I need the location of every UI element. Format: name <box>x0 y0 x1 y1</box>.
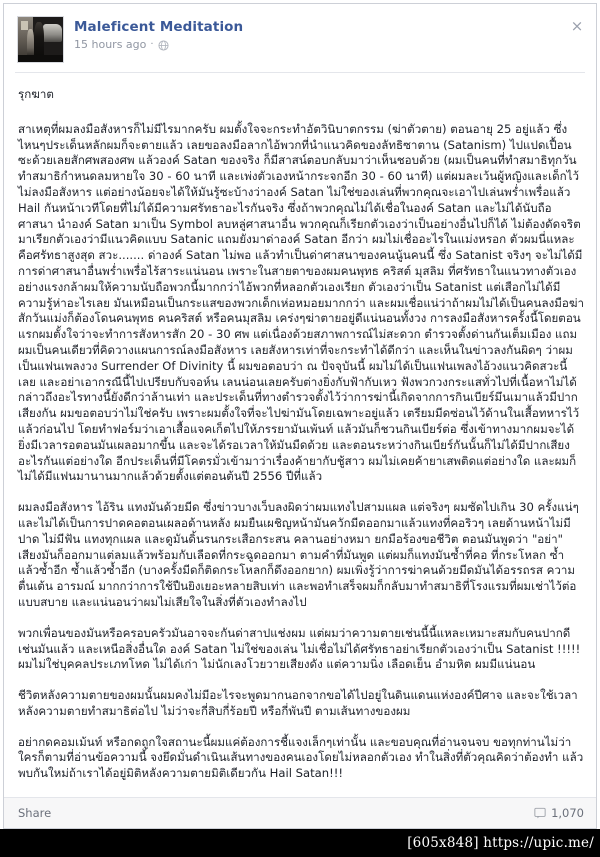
post-paragraph: พวกเพื่อนของมันหรือครอบครัวมันอาจจะกันด่าสาปแช่งผม แต่ผมว่าความตายเช่นนี้นี้แหละเหมาะสมกับคนปากดีเช่นมันแล้ว และเหนือสิ่งอื่นใด องค์ Satan ไม่ใช่ของเล่น ไม่เชื่อไม่ได้ศรัทธาอย่าเรียกตัวเองว่าเป็น Satanist !!!!! ผมไม่ใช่บุคคลประเภทโหด ไม่ได้เก่า ไม่นักเลงโวยวายเสียงดัง แต่ความนิ่ง เลือดเย็น อำมหิต ผมมีแน่นอน <box>18 625 581 672</box>
avatar-photo-door <box>21 21 29 30</box>
post-paragraph: ผมลงมือสังหาร ไอ้ริน แทงมันด้วยมีด ซึ่งข่าวบางเว็บลงผิดว่าผมแทงไปสามแผล แต่จริงๆ ผมซัดไปเกิน 30 ครั้งแน่ๆ และไม่ได้เป็นการปาดคอตอนเผลอด้านหลัง ผมยืนเผชิญหน้ามันควักมีดออกมาแล้วแทงที่คอริวๆ เลยด้านหน้าไม่มีปาด ไม่มีฟัน แทงทุกแผล และดูมันดิ้นรนกระเสือกระสน คลานอย่างหมา ยกมือร้องขอชีวิต ตอนมันพูดว่า "อย่า" เสียงมันก็ออกมาแต่ลมแล้วพร้อมกับเลือดที่กระฉูดออกมา ตามคำที่มันพูด แต่ผมก็แทงมันซ้ำที่คอ ที่กระโหลก ซ้ำแล้วซ้ำอีก ซ้ำแล้วซ้ำอีก (บางครั้งมีดก็ติดกระโหลกก็ดึงออกยาก) ผมเพิ่งรู้ว่าการฆ่าคนด้วยมีดมันได้อรรถรส ความตื่นเต้น อารมณ์ มากกว่าการใช้ปืนยิงเยอะหลายสิบเท่า และพอทำเสร็จผมก็กลับมาทำสมาธิที่โรงแรมที่ผมเช่าไว้ต่อแบบสบาย และแน่นอนว่าผมไม่เสียใจในสิ่งที่ตัวเองทำลงไป <box>18 500 579 609</box>
watermark-bar <box>0 829 600 857</box>
comment-count-value: 1,070 <box>551 806 584 820</box>
avatar-photo-car <box>43 24 62 42</box>
avatar-photo-figure <box>34 22 43 59</box>
share-button[interactable]: Share <box>18 806 52 820</box>
post-header-meta <box>74 16 243 52</box>
facebook-post-card <box>3 3 597 829</box>
post-paragraph: รุกฆาต <box>18 87 54 101</box>
page-name-link[interactable]: Maleficent Meditation <box>74 19 244 35</box>
avatar-photo-ground <box>18 55 63 62</box>
post-paragraph: ชีวิตหลังความตายของผมนั้นผมคงไม่มีอะไรจะพูดมากนอกจากขอได้ไปอยู่ในดินแดนแห่งองค์ปีศาจ และจะใช้เวลาหลังความตายทำสมาธิต่อไป ไม่ว่าจะกี่สิบกี่ร้อยปี หรือกี่พันปี ตามเส้นทางของผม <box>18 688 578 718</box>
close-icon[interactable]: × <box>570 17 584 35</box>
comment-icon <box>534 807 546 819</box>
globe-icon[interactable] <box>158 40 169 51</box>
comment-count[interactable] <box>534 806 584 820</box>
watermark-text: [605x848] https://upic.me/ <box>407 835 594 851</box>
post-paragraph: อย่ากดคอมเม้นท์ หรือกดถูกใจสถานะนี้ผมแค่ต้องการชี้แจงเล็กๆเท่านั้น และขอบคุณที่อ่านจนจบ ขอทุกท่านไม่ว่าใครก็ตามที่อ่านข้อความนี้ จงยึดมั่นดำเนินเส้นทางของคนเองโดยไม่หลอกตัวเอง ทำในสิ่งที่ตัวคุณคิดว่าต้องทำ แล้วพบกันใหม่ถ้าเราได้อยู่มิติหลังความตายมิติเดียวกัน Hail Satan!!! <box>18 734 584 781</box>
avatar-photo-figure-secondary <box>27 29 34 56</box>
avatar[interactable] <box>17 16 64 63</box>
post-footer <box>4 797 596 828</box>
meta-separator: · <box>150 39 154 50</box>
post-body <box>4 73 596 797</box>
post-meta-row <box>74 38 243 52</box>
post-paragraph: สาเหตุที่ผมลงมือสังหารก็ไม่มีไรมากครับ ผมตั้งใจจะกระทำอัตวินิบาตกรรม (ฆ่าตัวตาย) ตอนอายุ 25 อยู่แล้ว ซึ่งไหนๆประเด็นหลักผมก็จะตายแล้ว เลยขอลงมือลากไอ้พวกที่นำแนวคิดของลัทธิซาตาน (Satanism) ไปแปดเปื้อนซะด้วยเลยสักศพสองศพ แล้วองค์ Satan ของจริง ก็มีสาสน์ตอบกลับมาว่าเห็นชอบด้วย (ผมเป็นคนที่ทำสมาธิทุกวัน ทำสมาธิกำหนดลมหายใจ 30 - 60 นาที และเพ่งตัวเองหน้ากระจกอีก 30 - 60 นาที) แต่ผมละเว้นผู้หญิงและเด็กไว้ไม่ลงมือสังหาร แต่อย่างน้อยจะได้ให้มันรู้ซะบ้างว่าองค์ Satan ไม่ใช่ของเล่นที่พวกคุณจะเอาไปเล่นพร่ำเพรื่อแล้ว Hail กันหน้าเวทีโดยที่ไม่ได้มีความศรัทธาอะไรกันจริง ซึ่งถ้าพวกคุณไม่ได้เชื่อในองค์ Satan และไม่ได้นับถือศาสนา นำองค์ Satan มาเป็น Symbol ลบหลู่ศาสนาอื่น พวกคุณก็เรียกตัวเองว่าเป็นอย่างอื่นไปก็ได้ ไม่ต้องดัดจริตมาเรียกตัวเองว่ามีแนวคิดแบบ Satanic แถมยังมาด่าองค์ Satan อีกว่า ผมไม่เชื่ออะไรในแม่งหรอก ตัวผมนี่แหละคือศรัทธาสูงสุด สวะ....... ด่าองค์ Satan ไม่พอ แล้วทำเป็นด่าศาสนาของคนนู้นคนนี้ ซึ่ง Satanist จริงๆ จะไม่ได้มีการด่าศาสนาอื่นพร่ำเพรื่อไร้สาระแน่นอน เพราะในสายตาของผมคนพุทธ คริสต์ มุสลิม ที่ศรัทธาในแนวทางตัวเองอย่างแรงกล้าผมให้ความนับถือพวกนี้มากกว่าไอ้พวกที่หลอกตัวเองเรียก ตัวเองว่าเป็น Satanist แต่เสือกไม่ได้มีความรู้ห่าอะไรเลย มันเหมือนเป็นกระแสของพวกเด็กเห่อหมอยมากกว่า และผมเชื่อแน่ว่าถ้าผมไม่ได้เป็นคนลงมือฆ่า สักวันแม่งก็ต้องโดนคนพุทธ คนคริสต์ หรือคนมุสลิม เคร่งๆฆ่าตายอยู่ดีแน่นอนทั้งวง การลงมือสังหารครั้งนี้โดยตอนแรกผมตั้งใจว่าจะทำการสังหารสัก 20 - 30 ศพ แต่เนื่องด้วยสภาพการณ์ไม่สะดวก ตำรวจตั้งด่านกันเต็มเมือง แถมผมเป็นคนเดียวที่คิดวางแผนการณ์ลงมือสังหาร เลยสังหารเท่าที่จะกระทำได้ดีกว่า และเห็นในข่าวลงกันผิดๆ ว่าผมเป็นแฟนเพลงวง Surrender Of Divinity นี้ ผมขอตอบว่า ณ ปัจจุบันนี้ ผมไม่ได้เป็นแฟนเพลงไอ้วงแนวคิดสวะนี้เลย และอย่าเอากรณีนี้ไปเปรียบกับจอห์น เลนน่อนเลยครับต่างยิ่งกับฟ้ากับเหว ฟังพวกวงกระแสทั่วไปที่เนื้อหาไม่ได้กล่าวถึงอะไรทางนี้ยังดีกว่าล้านเท่า และประเด็นที่ทางตำรวจตั้งไว้ว่าการฆ่านี้เกิดจากการกินเบียร์มึนเมาแล้วมีปากเสียงกัน ผมขอตอบว่าไม่ใช่ครับ เพราะผมตั้งใจที่จะไปฆ่ามันโดยเฉพาะอยู่แล้ว เตรียมมีดซ่อนไว้ด้านในเสื้อทหารไว้แล้วก่อนไป โดยทำฟอร์มว่าเอาเสื้อแจคเก็ตไปให้ภรรยามันเพ้นท์ แล้วมันก็ชวนกินเบียร์ต่อ ซึ่งเข้าทางมากผมจะได้ยิ่งมีเวลารอตอนมันเผลอมากขึ้น และจะได้รอเวลาให้มันมืดด้วย และตอนระหว่างกินเบียร์กันนั้นก็ไม่ได้มีปากเสียงอะไรกันแต่อย่างใด อีกประเด็นที่มีโคตรมั่วเข้ามาว่าเรื่องค้ายากับชู้สาว ผมไม่เคยค้ายาเสพติดแต่อย่างใด และผมก็ไม่ได้มีแฟนมานานมากแล้วด้วยตั้งแต่ตอนต้นปี 2556 ปีที่แล้ว <box>18 121 584 484</box>
post-header <box>4 4 596 72</box>
post-timestamp[interactable]: 15 hours ago <box>74 38 147 51</box>
